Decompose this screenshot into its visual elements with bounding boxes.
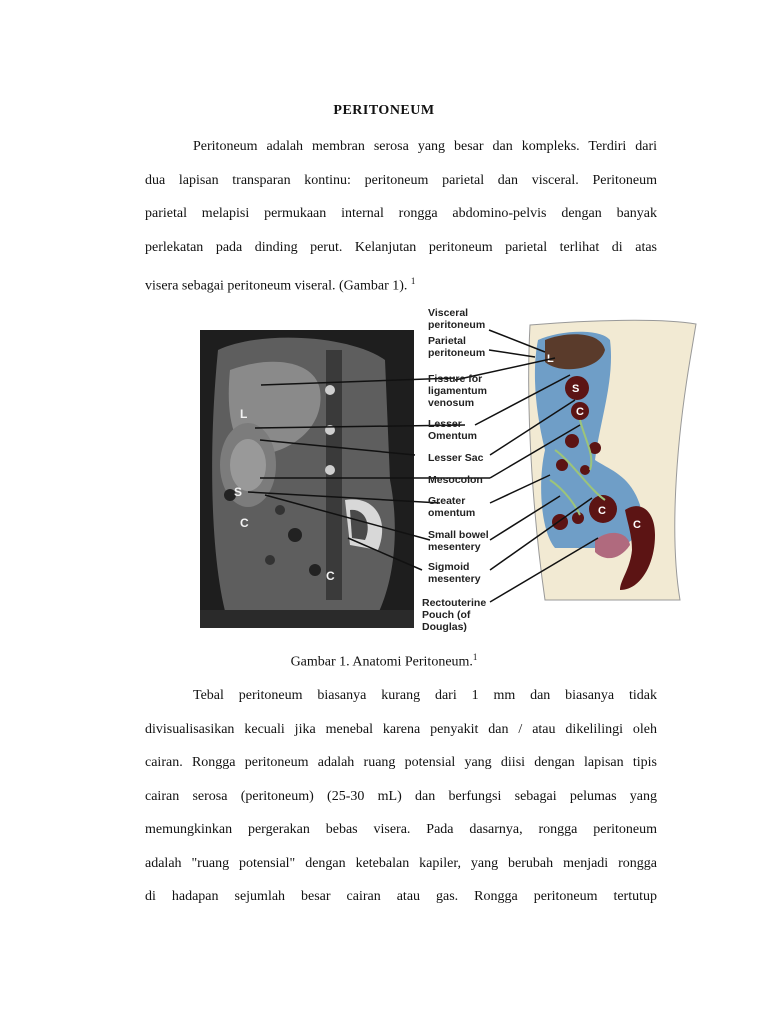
figure-caption bbox=[0, 652, 768, 671]
paragraph-1-line: perlekatan pada dinding perut. Kelanjutan peritoneum parietal terlihat di atas bbox=[145, 239, 657, 255]
paragraph-2-line: cairan serosa (peritoneum) (25-30 mL) dan berfungsi sebagai pelumas yang bbox=[145, 788, 657, 804]
label-fissure-ligamentum-venosum: Fissure for ligamentum venosum bbox=[428, 373, 487, 409]
paragraph-2-line: Tebal peritoneum biasanya kurang dari 1 mm dan biasanya tidak bbox=[193, 688, 657, 703]
caption-text: Gambar 1. Anatomi Peritoneum. bbox=[290, 654, 473, 670]
diagram-colon-marker: C bbox=[598, 505, 606, 517]
label-visceral-peritoneum: Visceral peritoneum bbox=[428, 307, 486, 331]
footnote-ref: 1 bbox=[410, 276, 416, 286]
ct-stomach-marker: S bbox=[234, 485, 243, 499]
paragraph-2-line: adalah "ruang potensial" dengan ketebalan kapiler, yang berubah menjadi rongga bbox=[145, 855, 657, 871]
diagram-stomach-marker: S bbox=[572, 383, 580, 395]
ct-colon-marker: C bbox=[240, 516, 249, 530]
paragraph-2-line: divisualisasikan kecuali jika menebal karena penyakit dan / atau dikelilingi oleh bbox=[145, 721, 657, 737]
figure-labels bbox=[422, 307, 489, 633]
ct-sigmoid-colon-marker: C bbox=[326, 569, 335, 583]
label-greater-omentum: Greater omentum bbox=[428, 495, 476, 519]
sagittal-diagram bbox=[529, 320, 696, 600]
label-small-bowel-mesentery: Small bowel mesentery bbox=[428, 529, 489, 553]
diagram-liver-marker: L bbox=[547, 353, 554, 365]
label-sigmoid-mesentery: Sigmoid mesentery bbox=[428, 561, 481, 585]
paragraph-2-line: memungkinkan pergerakan bebas visera. Pada dasarnya, rongga peritoneum bbox=[145, 822, 657, 837]
paragraph-2 bbox=[145, 687, 657, 922]
label-lesser-sac: Lesser Sac bbox=[428, 452, 484, 464]
label-rectouterine-pouch: Rectouterine Pouch (of Douglas) bbox=[422, 597, 487, 633]
paragraph-2-line: di hadapan sejumlah besar cairan atau gas. Rongga peritoneum tertutup bbox=[145, 889, 657, 904]
paragraph-1-line: parietal melapisi permukaan internal rongga abdomino-pelvis dengan banyak bbox=[145, 206, 657, 221]
paragraph-1-line: dua lapisan transparan kontinu: peritoneum parietal dan visceral. Peritoneum bbox=[145, 172, 657, 188]
paragraph-2-line: cairan. Rongga peritoneum adalah ruang potensial yang diisi dengan lapisan tipis bbox=[145, 755, 657, 770]
label-lesser-omentum: Lesser Omentum bbox=[428, 418, 478, 442]
paragraph-1-text: visera sebagai peritoneum viseral. (Gambar 1). bbox=[145, 278, 408, 294]
label-parietal-peritoneum: Parietal peritoneum bbox=[428, 335, 486, 359]
diagram-colon-marker: C bbox=[576, 406, 584, 418]
ct-liver-marker: L bbox=[240, 407, 248, 421]
label-mesocolon: Mesocolon bbox=[428, 474, 483, 486]
paragraph-1 bbox=[145, 138, 657, 306]
anatomy-figure bbox=[200, 300, 700, 640]
diagram-sigmoid-colon-marker: C bbox=[633, 519, 641, 531]
paragraph-1-line: Peritoneum adalah membran serosa yang besar dan kompleks. Terdiri dari bbox=[193, 139, 657, 154]
caption-footnote-ref: 1 bbox=[472, 652, 478, 662]
page-title: PERITONEUM bbox=[333, 103, 435, 118]
